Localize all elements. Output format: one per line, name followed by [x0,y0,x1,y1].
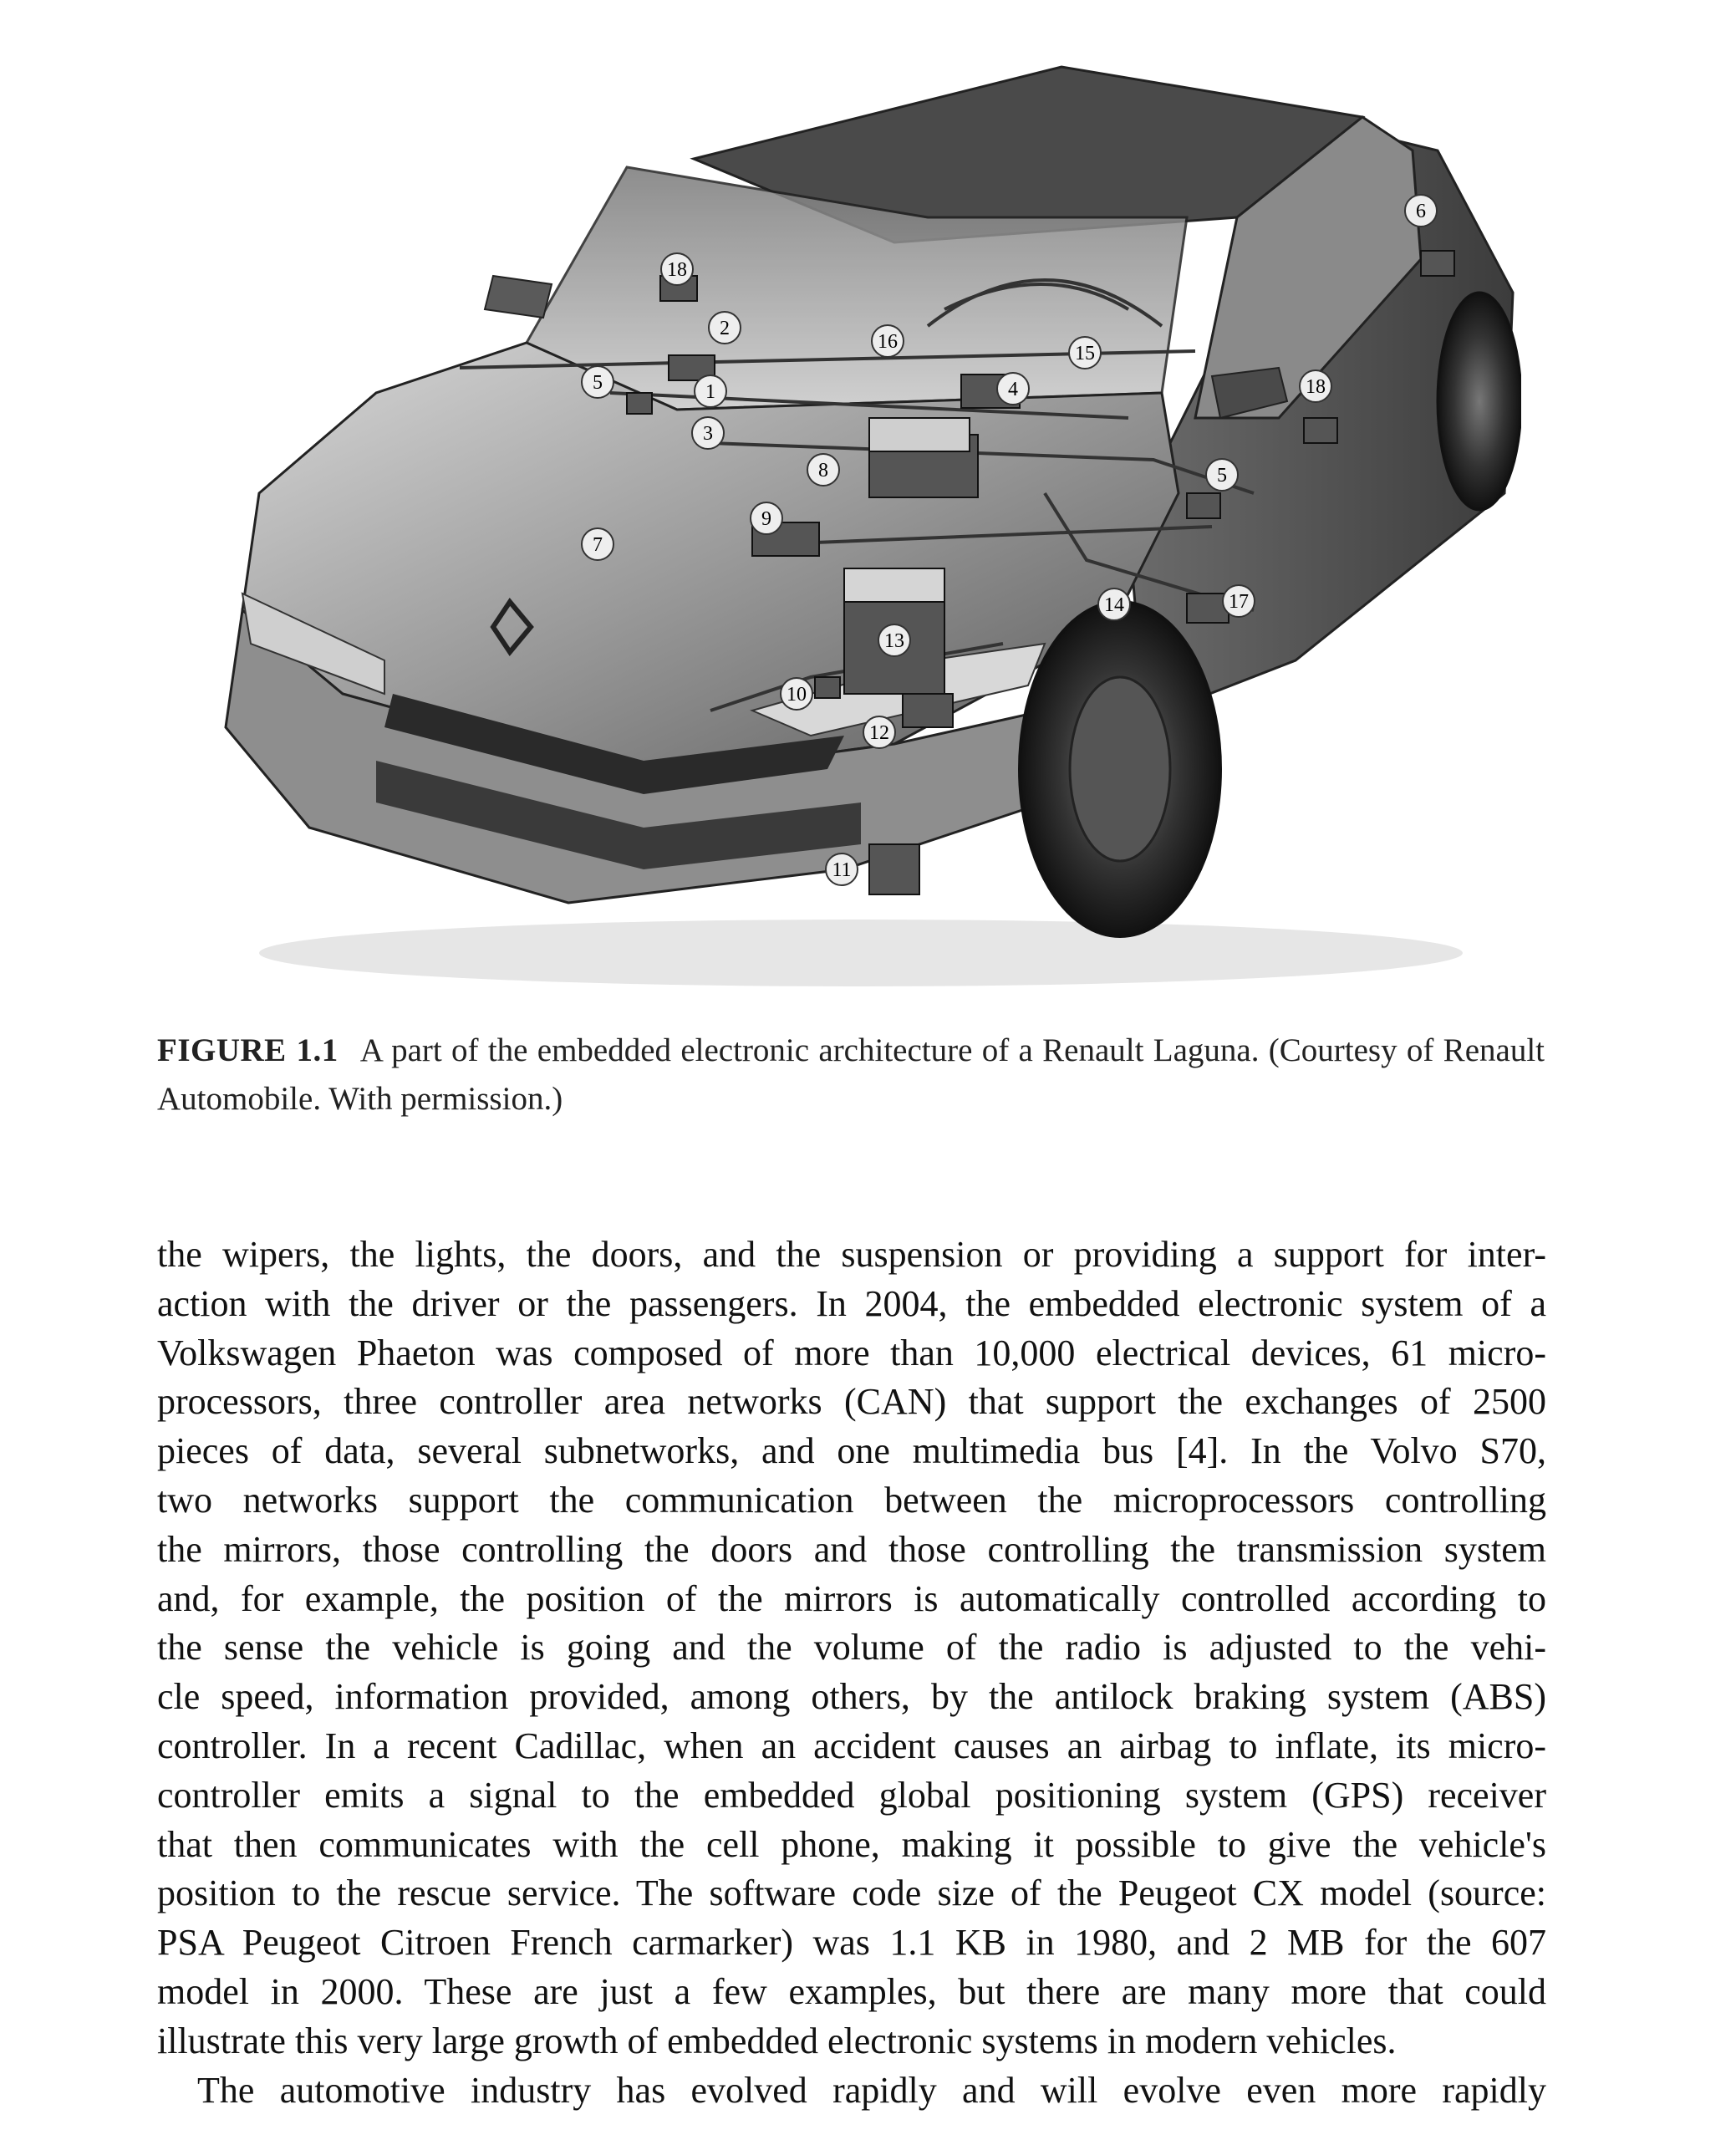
callout-marker [997,373,1029,405]
figure-label: FIGURE 1.1 [157,1032,339,1068]
ground-shadow [259,920,1463,986]
figure-image [209,25,1521,995]
callout-label: 14 [1104,594,1124,616]
callout-label: 10 [787,684,807,706]
callout-label: 5 [1217,465,1227,487]
front-rim [1070,677,1170,861]
callout-marker [582,528,613,560]
callout-marker [709,312,741,344]
callout-marker [1405,195,1437,227]
callout-marker [1098,588,1130,620]
text-line: controller. In a recent Cadillac, when an accident causes an airbag to inflate, its micro- [157,1725,1546,1766]
text-line: the wipers, the lights, the doors, and the suspension or providing a support for inter- [157,1234,1546,1275]
callout-marker [807,454,839,486]
callout-marker [863,716,895,748]
text-line: The automotive industry has evolved rapidly and will evolve even more rapidly [197,2069,1546,2111]
callout-label: 5 [593,372,603,394]
text-line: PSA Peugeot Citroen French carmarker) was 1.1 KB in 1980, and 2 MB for the 607 [157,1922,1546,1964]
callout-label: 18 [667,259,687,281]
text-line: cle speed, information provided, among others, by the antilock braking system (ABS) [157,1676,1546,1718]
text-line: and, for example, the position of the mirrors is automatically controlled according to [157,1577,1546,1619]
rear-wheel [1438,293,1521,510]
callout-label: 7 [593,534,603,556]
text-line: the mirrors, those controlling the doors and those controlling the transmission system [157,1528,1546,1570]
callout-marker [661,253,693,285]
callout-label: 17 [1229,591,1249,613]
callout-label: 11 [832,859,852,881]
callout-marker [826,853,858,885]
callout-label: 3 [703,423,713,445]
callout-marker [751,502,782,534]
callout-marker [1223,585,1255,617]
text-line: Volkswagen Phaeton was composed of more than 10,000 electrical devices, 61 micro- [157,1332,1546,1373]
caption-text: A part of the embedded electronic architecture of a Renault Laguna. (Courtesy of Renault Automobile. With permission.) [157,1032,1545,1117]
car-illustration [209,25,1521,995]
callout-marker [692,417,724,449]
text-line: position to the rescue service. The software code size of the Peugeot CX model (source: [157,1872,1546,1914]
callout-label: 12 [869,722,889,744]
callout-marker [1206,459,1238,491]
callout-marker [695,375,726,407]
callout-label: 13 [884,630,904,652]
callout-label: 6 [1416,201,1426,222]
body-paragraph [157,1230,1546,2115]
mirror-left [485,276,552,318]
callout-label: 9 [761,508,771,530]
text-line: model in 2000. These are just a few examples, but there are many more that could [157,1970,1546,2012]
figure-caption [157,1027,1545,1124]
text-line: that then communicates with the cell phone, making it possible to give the vehicle's [157,1823,1546,1865]
battery-top [869,418,970,451]
callout-label: 8 [818,460,828,482]
text-line: two networks support the communication between the microprocessors controlling [157,1479,1546,1521]
text-line: illustrate this very large growth of embedded electronic systems in modern vehicles. [157,2020,1397,2061]
callout-label: 4 [1008,379,1018,400]
text-line: controller emits a signal to the embedded global positioning system (GPS) receiver [157,1774,1546,1816]
callout-label: 15 [1075,343,1095,364]
callout-marker [1300,370,1331,402]
callout-marker [872,325,904,357]
text-line: pieces of data, several subnetworks, and one multimedia bus [4]. In the Volvo S70, [157,1430,1546,1472]
callout-label: 1 [705,381,715,403]
text-line: processors, three controller area networks (CAN) that support the exchanges of 2500 [157,1381,1546,1423]
callout-marker [1069,337,1101,369]
callout-marker [878,624,910,656]
text-line: the sense the vehicle is going and the volume of the radio is adjusted to the vehi- [157,1627,1546,1669]
callout-label: 18 [1306,376,1326,398]
text-line: action with the driver or the passengers. In 2004, the embedded electronic system of a [157,1282,1546,1324]
callout-label: 2 [720,318,730,339]
callout-marker [582,366,613,398]
callout-marker [781,678,812,710]
callout-label: 16 [878,331,898,353]
abs-unit-top [844,568,944,602]
